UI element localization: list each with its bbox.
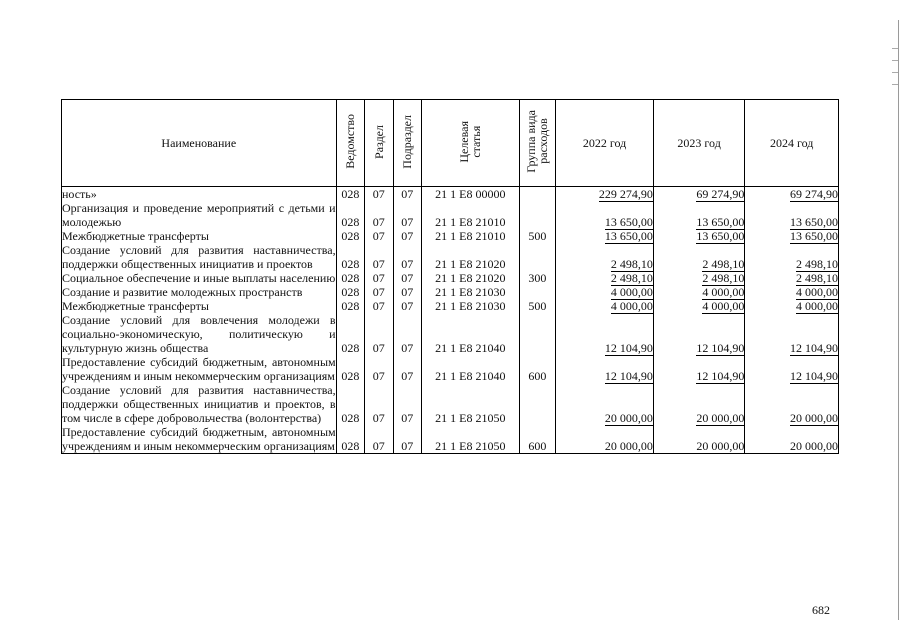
- row-razdel: 07: [365, 383, 393, 425]
- table-row: [62, 243, 839, 271]
- row-tselevaya: 21 1 E8 21050: [422, 383, 520, 425]
- table-header: [62, 100, 839, 187]
- row-ved: 028: [336, 243, 364, 271]
- row-razdel: 07: [365, 299, 393, 313]
- page-edge: [898, 20, 899, 620]
- row-amount-2022: 12 104,90: [556, 313, 654, 355]
- budget-table: [61, 99, 839, 454]
- row-podrazdel: 07: [393, 313, 421, 355]
- row-ved: 028: [336, 355, 364, 383]
- row-gruppa: [519, 243, 556, 271]
- row-podrazdel: 07: [393, 299, 421, 313]
- scan-mark: [892, 72, 898, 73]
- row-amount-2022: 13 650,00: [556, 229, 654, 243]
- scan-mark: [892, 84, 898, 85]
- row-gruppa: [519, 187, 556, 202]
- table-row: [62, 271, 839, 285]
- row-amount-2023: 4 000,00: [653, 285, 745, 299]
- row-gruppa: [519, 201, 556, 229]
- header-2022: 2022 год: [556, 100, 654, 187]
- row-amount-2023: 20 000,00: [653, 425, 745, 454]
- row-ved: 028: [336, 285, 364, 299]
- row-tselevaya: 21 1 E8 21040: [422, 313, 520, 355]
- row-tselevaya: 21 1 E8 21040: [422, 355, 520, 383]
- table-row: [62, 383, 839, 425]
- row-name: Организация и проведение мероприятий с детьми и молодежью: [62, 201, 336, 229]
- row-tselevaya: 21 1 E8 21020: [422, 271, 520, 285]
- row-amount-2024: 2 498,10: [745, 271, 839, 285]
- header-2023: 2023 год: [653, 100, 745, 187]
- row-podrazdel: 07: [393, 187, 421, 202]
- row-podrazdel: 07: [393, 271, 421, 285]
- row-gruppa: 500: [519, 229, 556, 243]
- row-amount-2023: 4 000,00: [653, 299, 745, 313]
- row-amount-2022: 229 274,90: [556, 187, 654, 202]
- row-name: ность»: [62, 187, 337, 202]
- row-podrazdel: 07: [393, 285, 421, 299]
- row-amount-2024: 20 000,00: [745, 425, 839, 454]
- row-name: Межбюджетные трансферты: [62, 229, 337, 243]
- row-gruppa: [519, 313, 556, 355]
- row-name: Создание и развитие молодежных пространств: [62, 285, 337, 299]
- row-podrazdel: 07: [393, 229, 421, 243]
- row-amount-2023: 13 650,00: [653, 229, 745, 243]
- table-row: [62, 201, 839, 229]
- row-amount-2022: 4 000,00: [556, 285, 654, 299]
- row-ved: 028: [336, 383, 364, 425]
- table-row: [62, 299, 839, 313]
- row-amount-2024: 69 274,90: [745, 187, 839, 202]
- row-gruppa: [519, 285, 556, 299]
- row-amount-2022: 2 498,10: [556, 243, 654, 271]
- row-amount-2022: 20 000,00: [556, 383, 654, 425]
- row-razdel: 07: [365, 201, 393, 229]
- row-ved: 028: [336, 313, 364, 355]
- row-podrazdel: 07: [393, 243, 421, 271]
- row-tselevaya: 21 1 E8 21020: [422, 243, 520, 271]
- row-amount-2023: 2 498,10: [653, 271, 745, 285]
- row-gruppa: 600: [519, 355, 556, 383]
- row-amount-2023: 12 104,90: [653, 313, 745, 355]
- row-amount-2022: 2 498,10: [556, 271, 654, 285]
- row-amount-2023: 2 498,10: [653, 243, 745, 271]
- row-amount-2023: 69 274,90: [653, 187, 745, 202]
- row-tselevaya: 21 1 E8 21030: [422, 285, 520, 299]
- row-razdel: 07: [365, 313, 393, 355]
- row-razdel: 07: [365, 355, 393, 383]
- row-ved: 028: [336, 271, 364, 285]
- row-name: Предоставление субсидий бюджетным, автономным учреждениям и иным некоммерческим организациям: [62, 425, 336, 453]
- row-amount-2023: 13 650,00: [653, 201, 745, 229]
- row-razdel: 07: [365, 187, 393, 202]
- header-name: Наименование: [62, 100, 337, 187]
- row-amount-2024: 2 498,10: [745, 243, 839, 271]
- row-razdel: 07: [365, 243, 393, 271]
- row-podrazdel: 07: [393, 201, 421, 229]
- row-ved: 028: [336, 299, 364, 313]
- row-podrazdel: 07: [393, 425, 421, 454]
- header-razdel: Раздел: [365, 100, 393, 187]
- row-amount-2022: 4 000,00: [556, 299, 654, 313]
- row-amount-2024: 12 104,90: [745, 313, 839, 355]
- row-amount-2022: 13 650,00: [556, 201, 654, 229]
- row-tselevaya: 21 1 E8 21030: [422, 299, 520, 313]
- header-ved: Ведомство: [336, 100, 364, 187]
- table-row: [62, 187, 839, 202]
- row-name: Межбюджетные трансферты: [62, 299, 337, 313]
- row-amount-2024: 4 000,00: [745, 285, 839, 299]
- table-row: [62, 285, 839, 299]
- row-name: Создание условий для развития наставничества, поддержки общественных инициатив и проектов: [62, 243, 336, 271]
- row-razdel: 07: [365, 285, 393, 299]
- page-number: 682: [812, 603, 830, 617]
- scan-mark: [892, 48, 898, 49]
- table-row: [62, 425, 839, 454]
- row-ved: 028: [336, 229, 364, 243]
- row-ved: 028: [336, 187, 364, 202]
- row-razdel: 07: [365, 229, 393, 243]
- row-gruppa: 600: [519, 425, 556, 454]
- row-amount-2023: 20 000,00: [653, 383, 745, 425]
- row-name: Создание условий для развития наставничества, поддержки общественных инициатив и проектов, в том числе в сфере добровольчества (волонтерства): [62, 383, 336, 425]
- table-row: [62, 355, 839, 383]
- table-row: [62, 229, 839, 243]
- row-gruppa: 300: [519, 271, 556, 285]
- header-gruppa: Группа вида расходов: [519, 100, 556, 187]
- row-amount-2022: 20 000,00: [556, 425, 654, 454]
- row-tselevaya: 21 1 E8 21010: [422, 229, 520, 243]
- scan-mark: [892, 60, 898, 61]
- row-gruppa: [519, 383, 556, 425]
- table-body: [62, 187, 839, 454]
- row-amount-2024: 4 000,00: [745, 299, 839, 313]
- row-tselevaya: 21 1 E8 21010: [422, 201, 520, 229]
- row-name: Создание условий для вовлечения молодежи в социально-экономическую, политическую и культурную жизнь общества: [62, 313, 336, 355]
- row-razdel: 07: [365, 425, 393, 454]
- row-podrazdel: 07: [393, 383, 421, 425]
- header-tselevaya: Целевая статья: [422, 100, 520, 187]
- row-ved: 028: [336, 425, 364, 454]
- row-name: Социальное обеспечение и иные выплаты населению: [62, 271, 336, 285]
- row-amount-2024: 20 000,00: [745, 383, 839, 425]
- row-gruppa: 500: [519, 299, 556, 313]
- table-row: [62, 313, 839, 355]
- row-amount-2022: 12 104,90: [556, 355, 654, 383]
- row-amount-2023: 12 104,90: [653, 355, 745, 383]
- row-podrazdel: 07: [393, 355, 421, 383]
- row-amount-2024: 13 650,00: [745, 201, 839, 229]
- row-amount-2024: 13 650,00: [745, 229, 839, 243]
- header-2024: 2024 год: [745, 100, 839, 187]
- row-ved: 028: [336, 201, 364, 229]
- row-amount-2024: 12 104,90: [745, 355, 839, 383]
- row-tselevaya: 21 1 E8 21050: [422, 425, 520, 454]
- header-podrazdel: Подраздел: [393, 100, 421, 187]
- row-razdel: 07: [365, 271, 393, 285]
- row-name: Предоставление субсидий бюджетным, автономным учреждениям и иным некоммерческим организациям: [62, 355, 336, 383]
- row-tselevaya: 21 1 E8 00000: [422, 187, 520, 202]
